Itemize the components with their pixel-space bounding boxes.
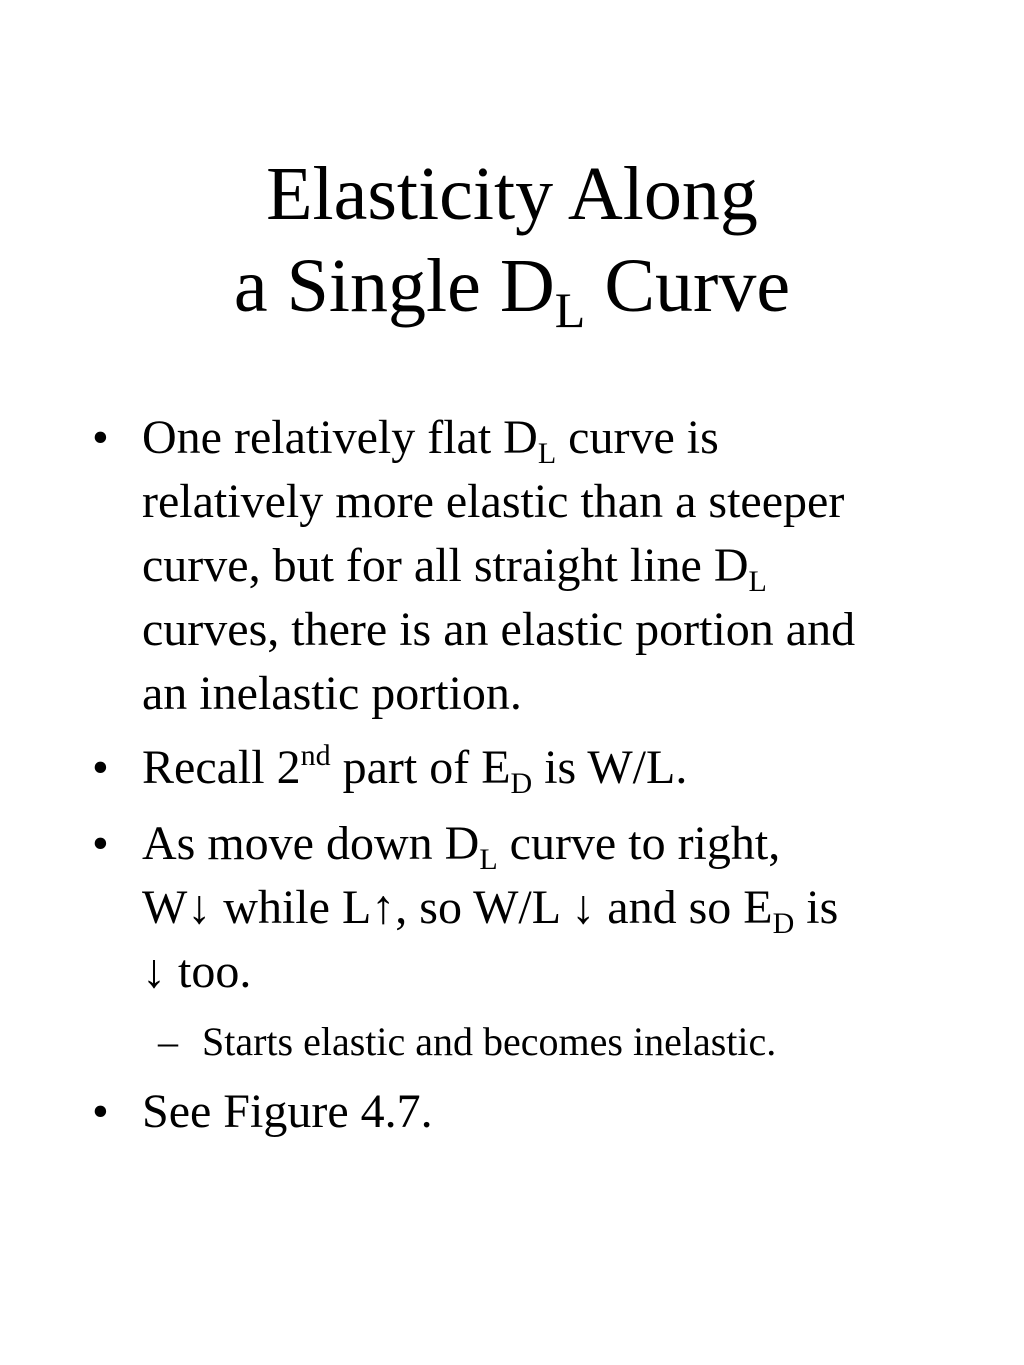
bullet-1-line-4: curves, there is an elastic portion and <box>142 603 856 656</box>
bullet-3-line-2 <box>142 876 942 940</box>
title-line-2 <box>0 240 1024 338</box>
bullet-3-line-1 <box>142 812 942 876</box>
text-run: is <box>794 881 839 934</box>
bullet-4-line-1: See Figure 4.7. <box>142 1085 433 1138</box>
slide-title <box>0 148 1024 338</box>
text-run: As move down D <box>142 817 480 870</box>
text-run: W↓ while L↑, so W/L ↓ and so E <box>142 881 773 934</box>
title-line-2-end: Curve <box>585 244 791 328</box>
bullet-item-4 <box>92 1080 942 1144</box>
text-run: Recall 2 <box>142 741 301 794</box>
superscript: nd <box>300 739 331 772</box>
text-run: One relatively flat D <box>142 411 538 464</box>
dash-marker: – <box>158 1019 178 1064</box>
title-line-2-main: a Single D <box>233 244 555 328</box>
bullet-1-line-5: an inelastic portion. <box>142 667 522 720</box>
bullet-marker: • <box>92 817 109 870</box>
bullet-marker: • <box>92 1085 109 1138</box>
subscript: L <box>537 437 557 470</box>
bullet-marker: • <box>92 741 109 794</box>
bullet-item-1 <box>92 406 942 726</box>
title-line-1: Elasticity Along <box>266 152 758 236</box>
text-run: is W/L. <box>532 741 688 794</box>
subscript: D <box>510 767 533 800</box>
bullet-2-line-1 <box>142 736 942 800</box>
bullet-1-line-2: relatively more elastic than a steeper <box>142 475 845 528</box>
subscript: D <box>772 907 795 940</box>
text-run: part of E <box>330 741 511 794</box>
text-run: curve is <box>556 411 719 464</box>
bullet-1-line-3 <box>142 534 942 598</box>
bullet-1-line-1 <box>142 406 942 470</box>
subscript: L <box>479 843 498 876</box>
sub-bullet-text: Starts elastic and becomes inelastic. <box>202 1019 777 1064</box>
text-run: curve, but for all straight line D <box>142 539 749 592</box>
title-line-2-subscript: L <box>554 282 586 338</box>
subscript: L <box>748 565 767 598</box>
text-run: curve to right, <box>497 817 781 870</box>
bullet-item-2 <box>92 736 942 800</box>
bullet-item-3 <box>92 812 942 1004</box>
sub-bullet-item <box>158 1018 962 1066</box>
bullet-marker: • <box>92 411 109 464</box>
bullet-3-line-3: ↓ too. <box>142 945 252 998</box>
